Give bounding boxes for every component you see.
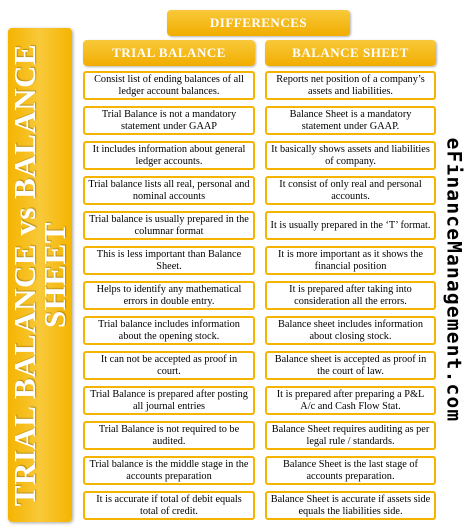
- balance-sheet-cell: Balance Sheet is accurate if assets side equals the liabilities side.: [265, 491, 436, 520]
- differences-header: DIFFERENCES: [167, 10, 350, 36]
- balance-sheet-cell: Balance Sheet is the last stage of accounts preparation.: [265, 456, 436, 485]
- balance-sheet-cell: Reports net position of a company’s assets and liabilities.: [265, 71, 436, 100]
- balance-sheet-cell: It is more important as it shows the financial position: [265, 246, 436, 275]
- trial-balance-cell: Trial balance lists all real, personal and nominal accounts: [83, 176, 255, 205]
- trial-balance-cell: Helps to identify any mathematical errors in double entry.: [83, 281, 255, 310]
- balance-sheet-cell: Balance sheet is accepted as proof in the court of law.: [265, 351, 436, 380]
- trial-balance-cell: Trial Balance is not a mandatory statement under GAAP: [83, 106, 255, 135]
- trial-balance-header: TRIAL BALANCE: [83, 40, 255, 66]
- balance-sheet-cell: It is prepared after preparing a P&L A/c and Cash Flow Stat.: [265, 386, 436, 415]
- trial-balance-cell: This is less important than Balance Sheet.: [83, 246, 255, 275]
- balance-sheet-cell: It is prepared after taking into consideration all the errors.: [265, 281, 436, 310]
- brand-watermark: [438, 36, 470, 524]
- balance-sheet-cell: It consist of only real and personal accounts.: [265, 176, 436, 205]
- trial-balance-cell: Consist list of ending balances of all ledger account balances.: [83, 71, 255, 100]
- balance-sheet-cell: It basically shows assets and liabilities of company.: [265, 141, 436, 170]
- balance-sheet-header: BALANCE SHEET: [265, 40, 436, 66]
- side-title: TRIAL BALANCE vs BALANCE SHEET: [7, 43, 72, 507]
- trial-balance-cell: Trial balance includes information about the opening stock.: [83, 316, 255, 345]
- balance-sheet-cell: Balance Sheet requires auditing as per legal rule / standards.: [265, 421, 436, 450]
- balance-sheet-cell: It is usually prepared in the ‘T’ format.: [265, 211, 436, 240]
- trial-balance-cell: Trial balance is the middle stage in the accounts preparation: [83, 456, 255, 485]
- trial-balance-cell: It is accurate if total of debit equals total of credit.: [83, 491, 255, 520]
- balance-sheet-cell: Balance sheet includes information about closing stock.: [265, 316, 436, 345]
- side-title-banner: [8, 28, 72, 522]
- trial-balance-cell: Trial Balance is prepared after posting all journal entries: [83, 386, 255, 415]
- trial-balance-cell: It can not be accepted as proof in court.: [83, 351, 255, 380]
- brand-text: eFinanceManagement.com: [442, 137, 466, 423]
- trial-balance-cell: Trial balance is usually prepared in the columnar format: [83, 211, 255, 240]
- trial-balance-cell: It includes information about general ledger accounts.: [83, 141, 255, 170]
- balance-sheet-cell: Balance Sheet is a mandatory statement under GAAP.: [265, 106, 436, 135]
- trial-balance-cell: Trial Balance is not required to be audited.: [83, 421, 255, 450]
